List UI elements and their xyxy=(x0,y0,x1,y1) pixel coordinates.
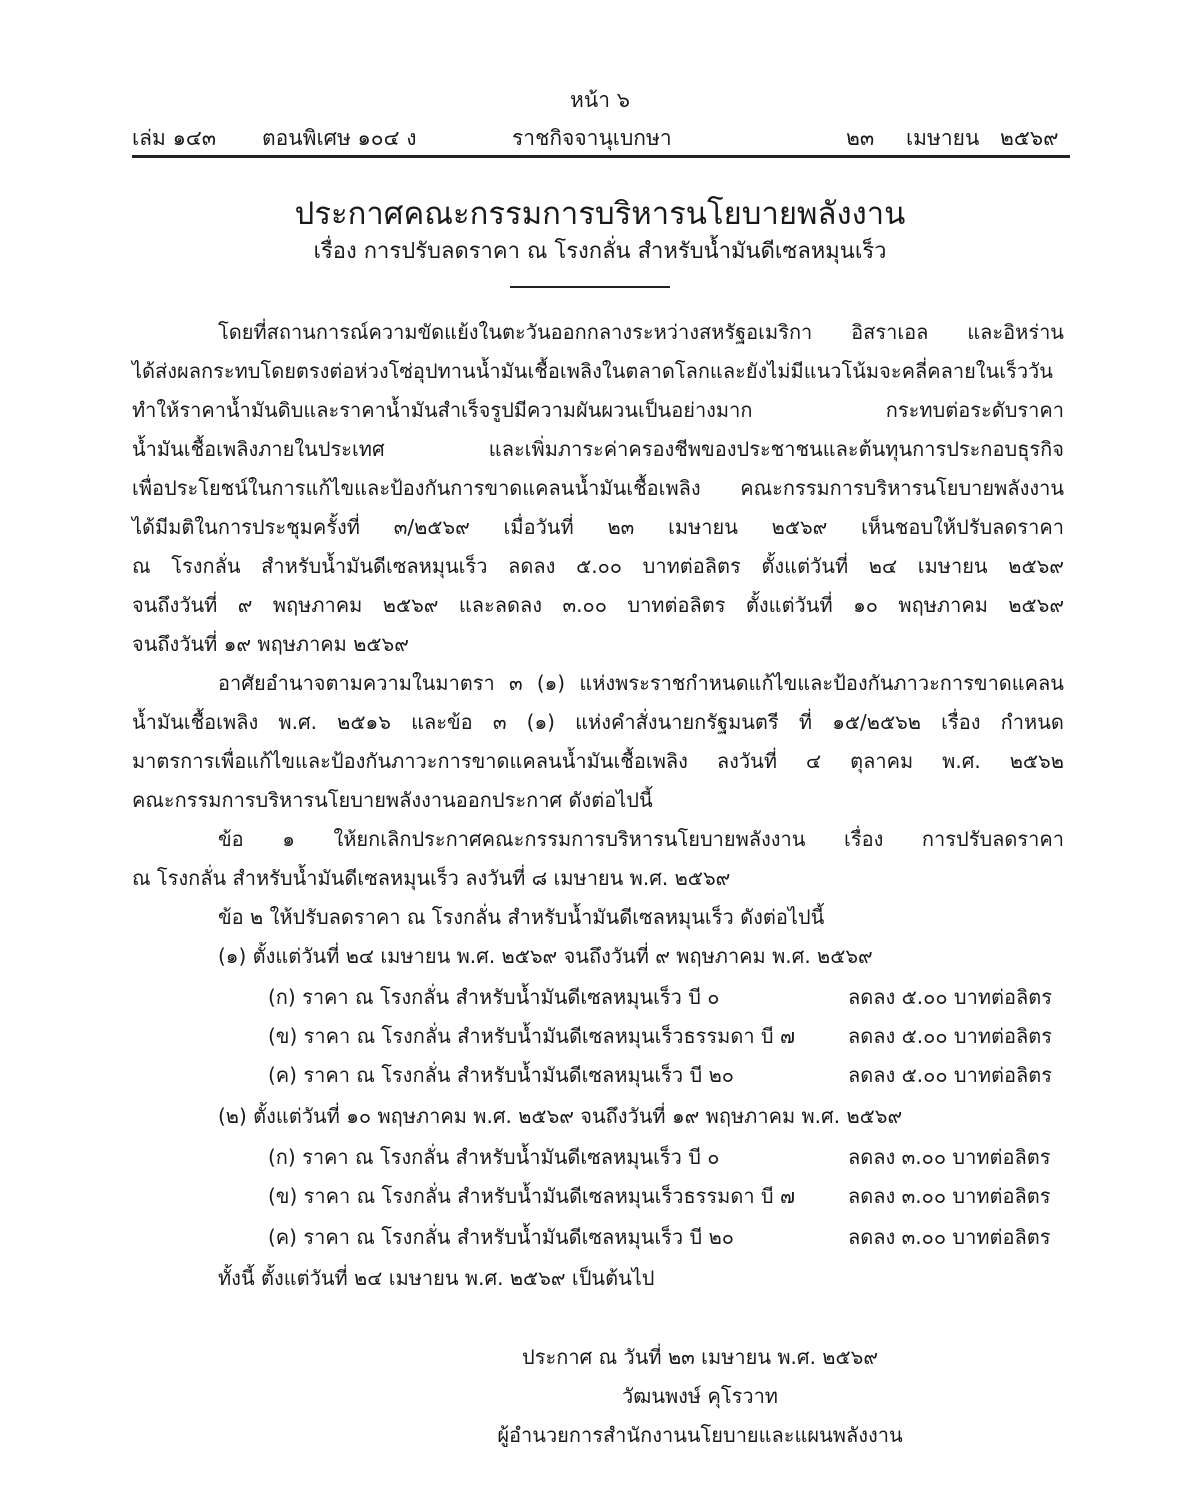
signatory-name: วัฒนพงษ์ คุโรวาท xyxy=(622,1384,778,1408)
volume-label: เล่ม ๑๔๓ xyxy=(132,126,217,150)
para1-line: น้ำมันเชื้อเพลิงภายในประเทศ และเพิ่มภาระค่าครองชีพของประชาชนและต้นทุนการประกอบธุรกิจ xyxy=(132,437,1064,461)
period-1-label: (๑) ตั้งแต่วันที่ ๒๔ เมษายน พ.ศ. ๒๕๖๙ จนถึงวันที่ ๙ พฤษภาคม พ.ศ. ๒๕๖๙ xyxy=(218,944,873,968)
clause1-line: ณ โรงกลั่น สำหรับน้ำมันดีเซลหมุนเร็ว ลงวันที่ ๘ เมษายน พ.ศ. ๒๕๖๙ xyxy=(132,866,731,890)
clause2-line: ข้อ ๒ ให้ปรับลดราคา ณ โรงกลั่น สำหรับน้ำมันดีเซลหมุนเร็ว ดังต่อไปนี้ xyxy=(218,905,825,929)
announcement-title: ประกาศคณะกรรมการบริหารนโยบายพลังงาน xyxy=(294,196,906,232)
para1-line: ได้ส่งผลกระทบโดยตรงต่อห่วงโซ่อุปทานน้ำมันเชื้อเพลิงในตลาดโลกและยังไม่มีแนวโน้มจะคลี่คลายในเร็ววัน xyxy=(132,359,1053,383)
period-1-item-desc: (ค) ราคา ณ โรงกลั่น สำหรับน้ำมันดีเซลหมุนเร็ว บี ๒๐ xyxy=(268,1063,734,1087)
signatory-position: ผู้อำนวยการสำนักงานนโยบายและแผนพลังงาน xyxy=(497,1423,903,1447)
header-date-month: เมษายน xyxy=(906,126,980,150)
announcement-subject: เรื่อง การปรับลดราคา ณ โรงกลั่น สำหรับน้ำมันดีเซลหมุนเร็ว xyxy=(313,239,887,264)
effective-date-line: ทั้งนี้ ตั้งแต่วันที่ ๒๔ เมษายน พ.ศ. ๒๕๖๙ เป็นต้นไป xyxy=(218,1266,655,1290)
header-divider xyxy=(132,155,1070,158)
page-number: หน้า ๖ xyxy=(570,88,630,112)
para2-line: น้ำมันเชื้อเพลิง พ.ศ. ๒๕๑๖ และข้อ ๓ (๑) แห่งคำสั่งนายกรัฐมนตรี ที่ ๑๕/๒๕๖๒ เรื่อง กำหนด xyxy=(132,710,1064,734)
para1-line: ณ โรงกลั่น สำหรับน้ำมันดีเซลหมุนเร็ว ลดลง ๕.๐๐ บาทต่อลิตร ตั้งแต่วันที่ ๒๔ เมษายน ๒๕๖๙ xyxy=(132,554,1064,578)
period-1-item-amount: ลดลง ๕.๐๐ บาทต่อลิตร xyxy=(848,985,1052,1009)
title-divider xyxy=(510,286,670,288)
para1-line: ทำให้ราคาน้ำมันดิบและราคาน้ำมันสำเร็จรูปมีความผันผวนเป็นอย่างมาก กระทบต่อระดับราคา xyxy=(132,398,1064,422)
header-date-year: ๒๕๖๙ xyxy=(1000,126,1059,150)
publication-name: ราชกิจจานุเบกษา xyxy=(512,126,672,150)
period-1-item-amount: ลดลง ๕.๐๐ บาทต่อลิตร xyxy=(848,1024,1052,1048)
para1-line: จนถึงวันที่ ๑๙ พฤษภาคม ๒๕๖๙ xyxy=(132,632,409,656)
period-2-item-desc: (ก) ราคา ณ โรงกลั่น สำหรับน้ำมันดีเซลหมุนเร็ว บี ๐ xyxy=(268,1145,720,1169)
period-2-item-desc: (ข) ราคา ณ โรงกลั่น สำหรับน้ำมันดีเซลหมุนเร็วธรรมดา บี ๗ xyxy=(268,1184,795,1208)
period-1-item-desc: (ก) ราคา ณ โรงกลั่น สำหรับน้ำมันดีเซลหมุนเร็ว บี ๐ xyxy=(268,985,720,1009)
period-2-item-amount: ลดลง ๓.๐๐ บาทต่อลิตร xyxy=(848,1145,1051,1169)
issue-label: ตอนพิเศษ ๑๐๔ ง xyxy=(262,126,417,150)
para1-line: ได้มีมติในการประชุมครั้งที่ ๓/๒๕๖๙ เมื่อวันที่ ๒๓ เมษายน ๒๕๖๙ เห็นชอบให้ปรับลดราคา xyxy=(132,515,1064,539)
header-date-day: ๒๓ xyxy=(846,126,875,150)
period-1-item-desc: (ข) ราคา ณ โรงกลั่น สำหรับน้ำมันดีเซลหมุนเร็วธรรมดา บี ๗ xyxy=(268,1024,795,1048)
period-2-label: (๒) ตั้งแต่วันที่ ๑๐ พฤษภาคม พ.ศ. ๒๕๖๙ จนถึงวันที่ ๑๙ พฤษภาคม พ.ศ. ๒๕๖๙ xyxy=(218,1104,903,1128)
para1-line: จนถึงวันที่ ๙ พฤษภาคม ๒๕๖๙ และลดลง ๓.๐๐ บาทต่อลิตร ตั้งแต่วันที่ ๑๐ พฤษภาคม ๒๕๖๙ xyxy=(132,593,1064,617)
period-2-item-amount: ลดลง ๓.๐๐ บาทต่อลิตร xyxy=(848,1225,1051,1249)
para1-line: เพื่อประโยชน์ในการแก้ไขและป้องกันการขาดแคลนน้ำมันเชื้อเพลิง คณะกรรมการบริหารนโยบายพลังงาน xyxy=(132,476,1064,500)
clause1-line: ข้อ ๑ ให้ยกเลิกประกาศคณะกรรมการบริหารนโยบายพลังงาน เรื่อง การปรับลดราคา xyxy=(218,827,1064,851)
para1-line: โดยที่สถานการณ์ความขัดแย้งในตะวันออกกลางระหว่างสหรัฐอเมริกา อิสราเอล และอิหร่าน xyxy=(218,320,1064,344)
period-1-item-amount: ลดลง ๕.๐๐ บาทต่อลิตร xyxy=(848,1063,1052,1087)
signature-date: ประกาศ ณ วันที่ ๒๓ เมษายน พ.ศ. ๒๕๖๙ xyxy=(522,1345,878,1369)
para2-line: มาตรการเพื่อแก้ไขและป้องกันภาวะการขาดแคลนน้ำมันเชื้อเพลิง ลงวันที่ ๔ ตุลาคม พ.ศ. ๒๕๖๒ xyxy=(132,749,1064,773)
para2-line: คณะกรรมการบริหารนโยบายพลังงานออกประกาศ ดังต่อไปนี้ xyxy=(132,788,653,812)
para2-line: อาศัยอำนาจตามความในมาตรา ๓ (๑) แห่งพระราชกำหนดแก้ไขและป้องกันภาวะการขาดแคลน xyxy=(218,671,1064,695)
period-2-item-desc: (ค) ราคา ณ โรงกลั่น สำหรับน้ำมันดีเซลหมุนเร็ว บี ๒๐ xyxy=(268,1225,734,1249)
period-2-item-amount: ลดลง ๓.๐๐ บาทต่อลิตร xyxy=(848,1184,1051,1208)
